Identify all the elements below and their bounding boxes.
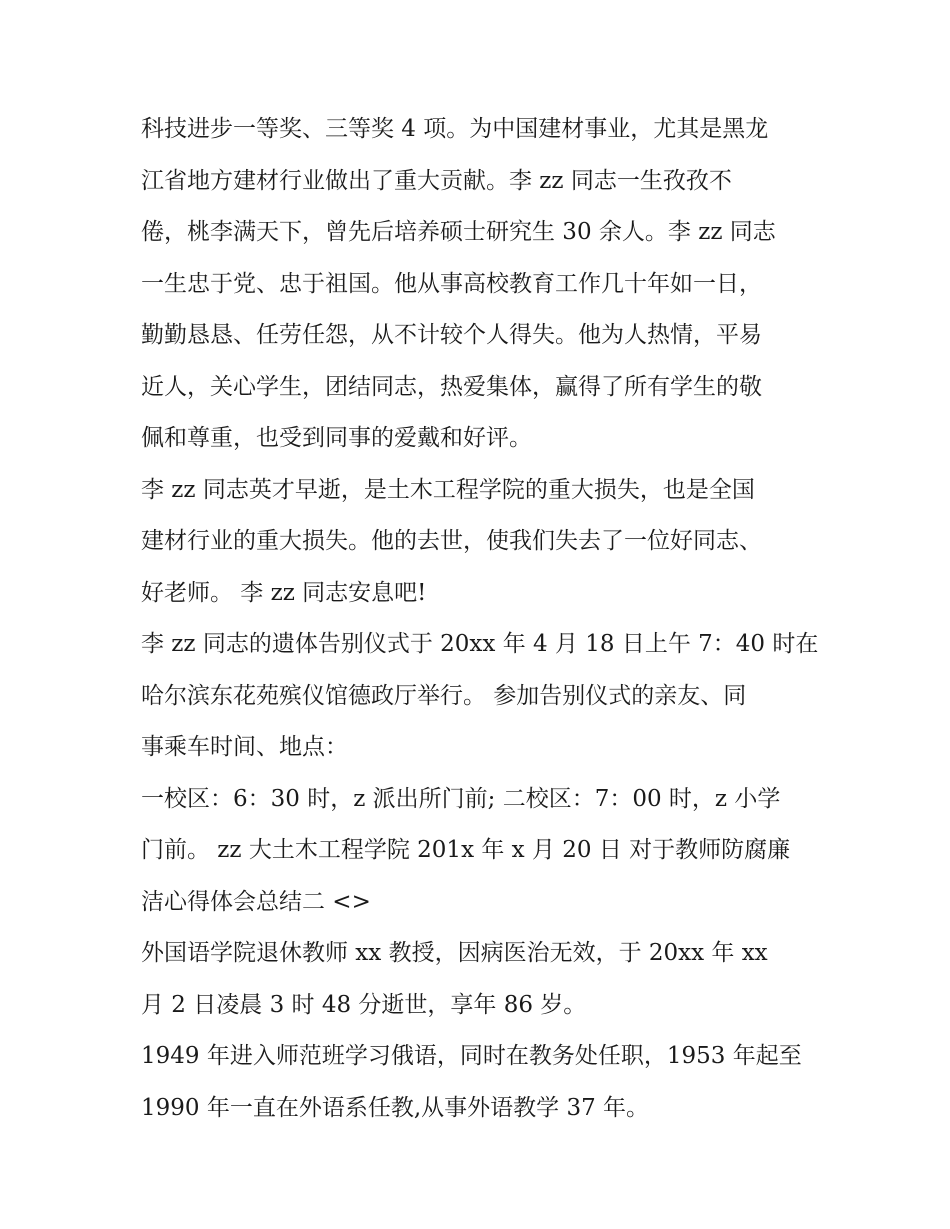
text-line: 1990 年一直在外语系任教,从事外语教学 37 年。 bbox=[141, 1094, 650, 1121]
text-line: 倦，桃李满天下，曾先后培养硕士研究生 30 余人。李 zz 同志 bbox=[141, 219, 776, 245]
text-line: 江省地方建材行业做出了重大贡献。李 zz 同志一生孜孜不 bbox=[141, 167, 732, 194]
text-line: 洁心得体会总结二 <> bbox=[141, 888, 371, 915]
text-line: 佩和尊重，也受到同事的爱戴和好评。 bbox=[141, 425, 532, 451]
text-line: 1949 年进入师范班学习俄语，同时在教务处任职，1953 年起至 bbox=[141, 1043, 802, 1069]
text-line: 建材行业的重大损失。他的去世，使我们失去了一位好同志、 bbox=[141, 528, 762, 554]
text-line: 事乘车时间、地点： bbox=[141, 734, 348, 760]
text-line: 科技进步一等奖、三等奖 4 项。为中国建材事业，尤其是黑龙 bbox=[141, 116, 769, 142]
text-line: 李 zz 同志的遗体告别仪式于 20xx 年 4 月 18 日上午 7：40 时在 bbox=[141, 631, 819, 657]
text-line: 外国语学院退休教师 xx 教授，因病医治无效，于 20xx 年 xx bbox=[141, 940, 768, 966]
text-line: 一生忠于党、忠于祖国。他从事高校教育工作几十年如一日， bbox=[141, 270, 762, 297]
document-body bbox=[141, 104, 821, 1134]
text-line: 月 2 日凌晨 3 时 48 分逝世，享年 86 岁。 bbox=[141, 991, 587, 1018]
text-line: 门前。 zz 大土木工程学院 201x 年 x 月 20 日 对于教师防腐廉 bbox=[141, 837, 791, 863]
text-line: 近人，关心学生，团结同志，热爱集体，赢得了所有学生的敬 bbox=[141, 373, 762, 400]
text-line: 李 zz 同志英才早逝，是土木工程学院的重大损失，也是全国 bbox=[141, 476, 755, 503]
text-line: 一校区：6：30 时，z 派出所门前; 二校区：7：00 时，z 小学 bbox=[141, 785, 781, 812]
text-line: 好老师。 李 zz 同志安息吧! bbox=[141, 579, 427, 606]
text-line: 勤勤恳恳、任劳任怨，从不计较个人得失。他为人热情，平易 bbox=[141, 322, 762, 348]
text-line: 哈尔滨东花苑殡仪馆德政厅举行。 参加告别仪式的亲友、同 bbox=[141, 682, 747, 709]
